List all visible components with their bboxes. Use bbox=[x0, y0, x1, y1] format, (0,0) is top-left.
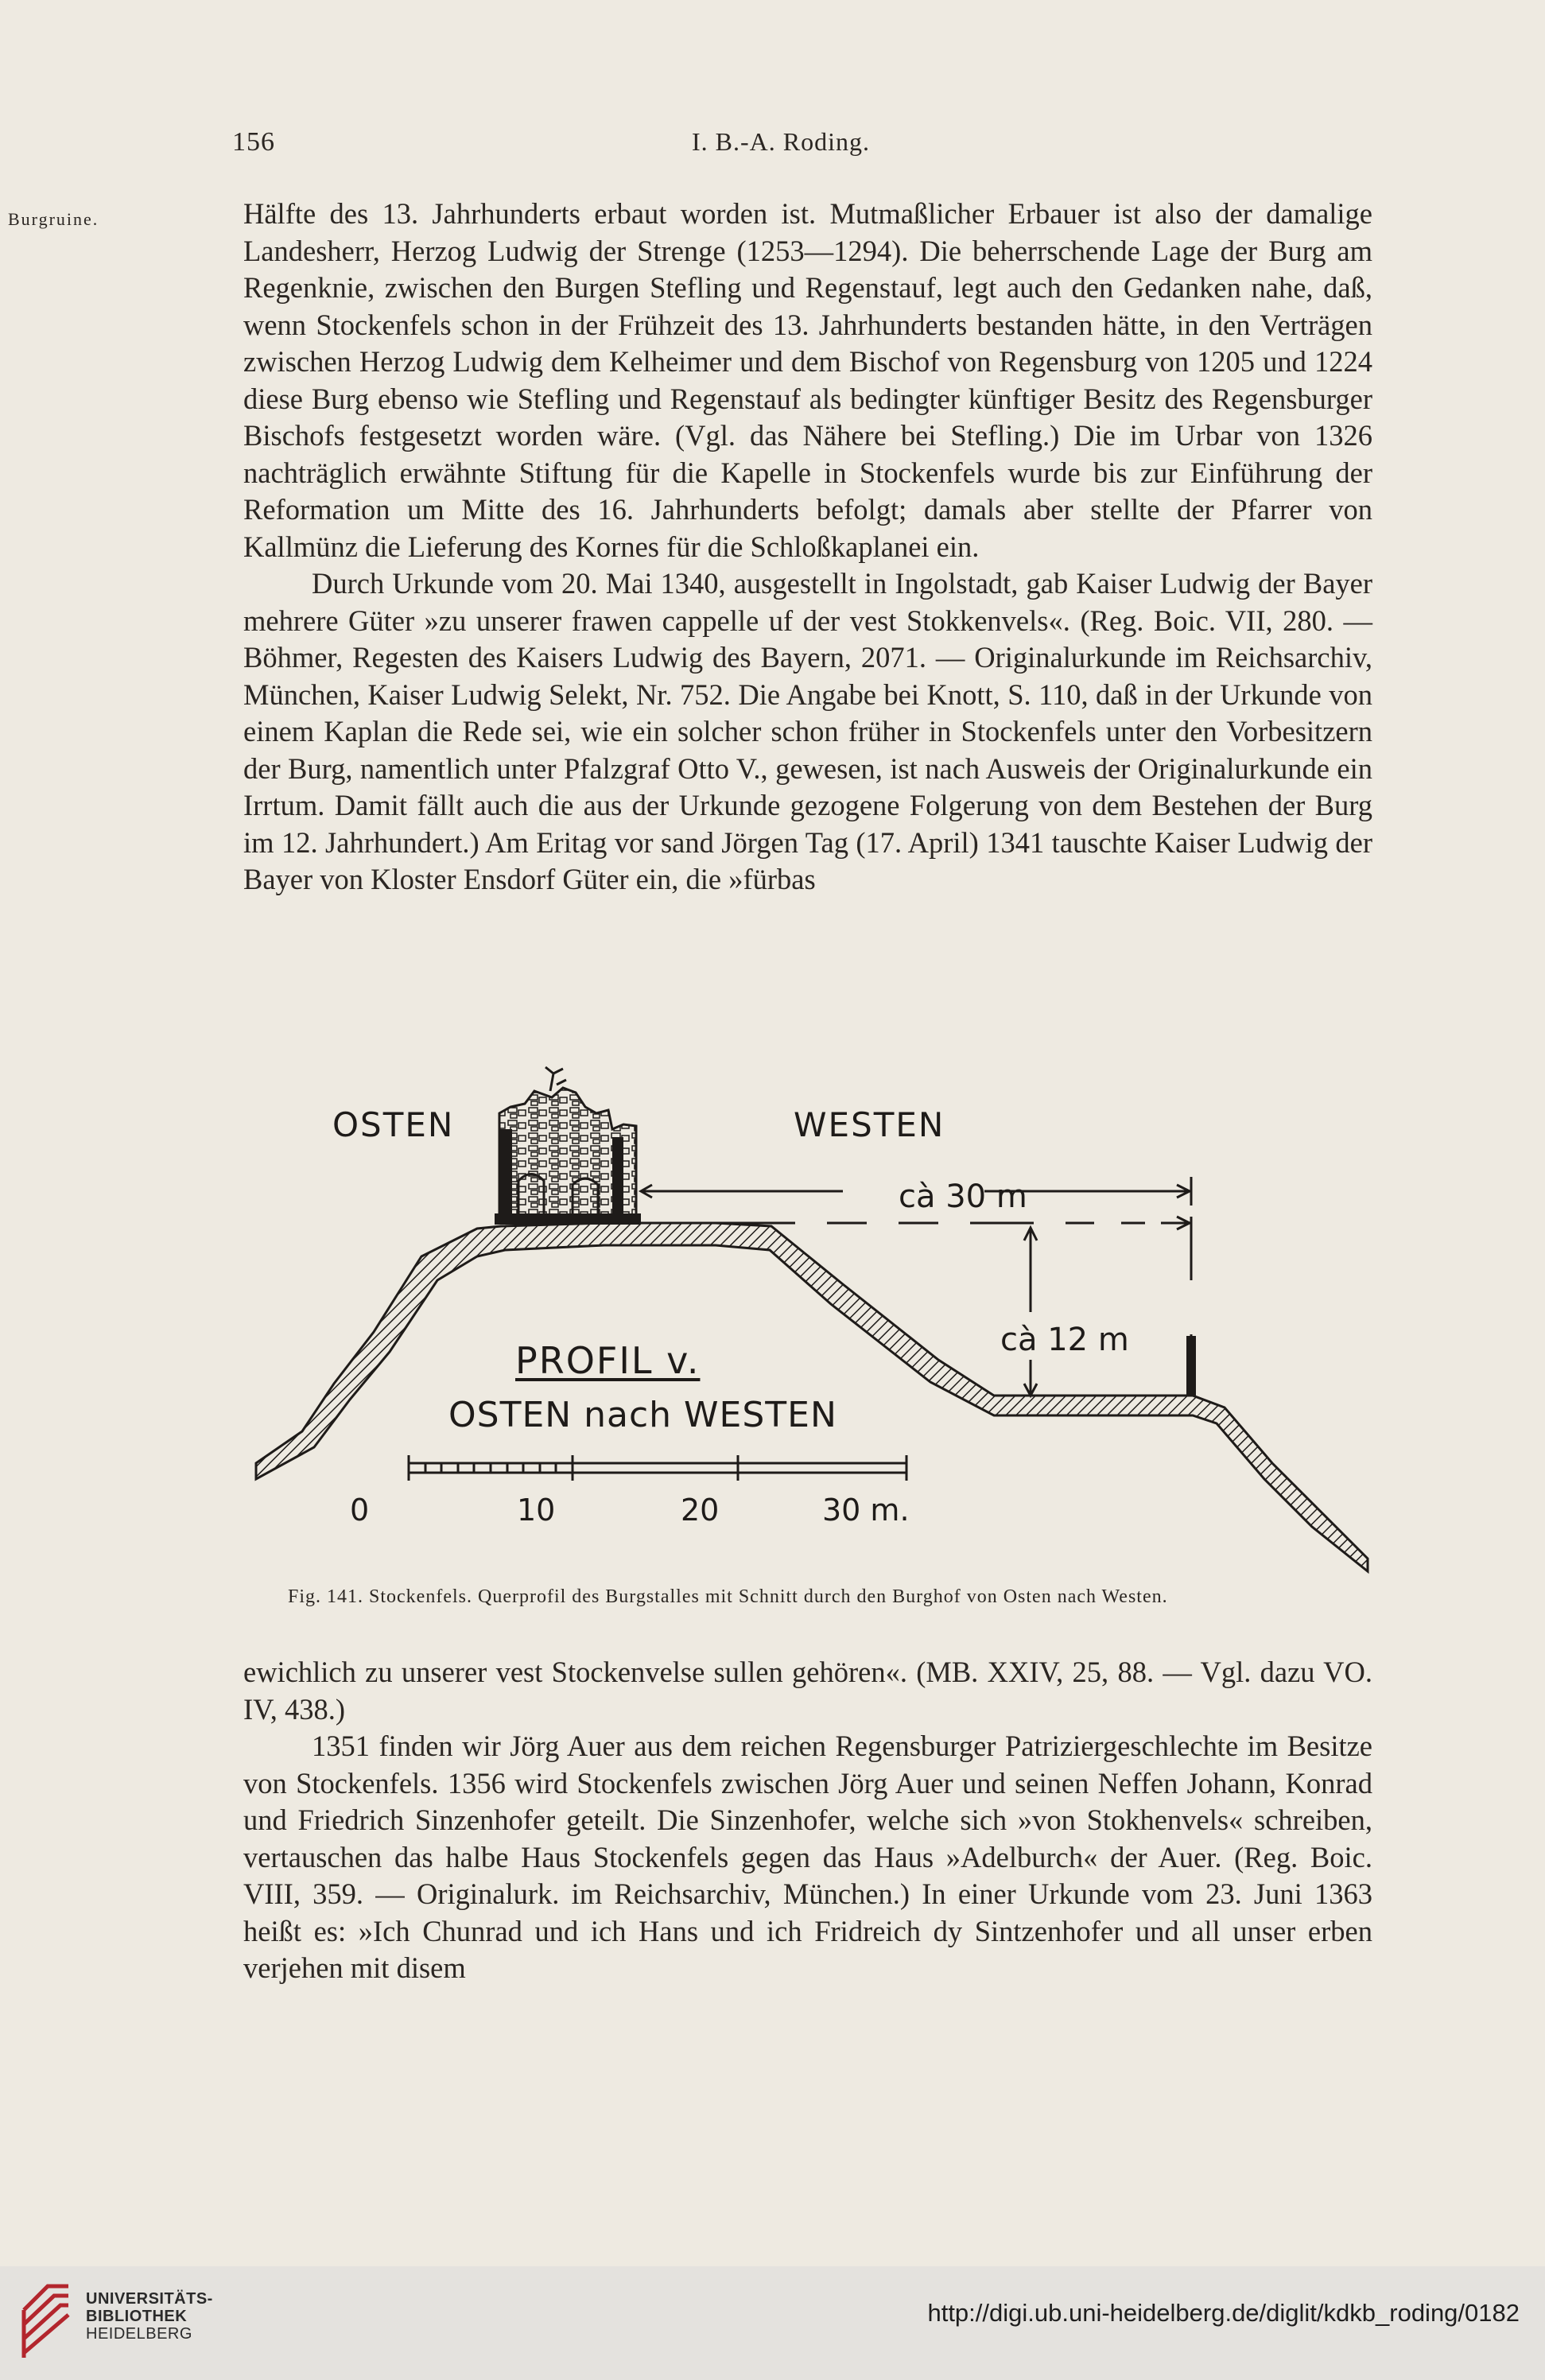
page-number: 156 bbox=[232, 127, 275, 157]
paragraph: Hälfte des 13. Jahrhunderts erbaut worden ist. Mutmaßlicher Erbauer ist also der damalige Landesherr, Herzog Ludwig der Strenge (1253—1294). Die beherrschende Lage der Burg am Regenknie, zwischen den Burgen Stefling und Regenstauf, legt auch den Gedanken nahe, daß, wenn Stockenfels schon in der Frühzeit des 13. Jahrhunderts bestanden hätte, in den Verträgen zwischen Herzog Ludwig dem Kelheimer und dem Bischof von Regensburg von 1205 und 1224 diese Burg ebenso wie Stefling und Regenstauf als bedingter künftiger Besitz des Regensburger Bischofs festgesetzt worden wäre. (Vgl. das Nähere bei Stefling.) Die im Urbar von 1326 nachträglich erwähnte Stiftung für die Kapelle in Stockenfels wurde bis zur Einführung der Reformation um Mitte des 16. Jahrhunderts befolgt; damals aber stellte der Pfarrer von Kallmünz die Lieferung des Kornes für die Schloßkaplanei ein. bbox=[243, 197, 1372, 563]
paragraph: ewichlich zu unserer vest Stockenvelse sullen gehören«. (MB. XXIV, 25, 88. — Vgl. dazu VO. IV, 438.) bbox=[243, 1656, 1372, 1726]
scale-bar bbox=[409, 1455, 906, 1481]
dimension-width-label: cà 30 m bbox=[899, 1178, 1027, 1215]
profile-subtitle: OSTEN nach WESTEN bbox=[448, 1395, 837, 1435]
height-dimension bbox=[1024, 1228, 1037, 1396]
page-header bbox=[0, 127, 1545, 175]
library-name bbox=[86, 2290, 213, 2343]
scale-label: 0 bbox=[350, 1493, 370, 1528]
figure-caption: Fig. 141. Stockenfels. Querprofil des Burgstalles mit Schnitt durch den Burghof von Osten nach Westen. bbox=[288, 1586, 1168, 1607]
library-name-line: BIBLIOTHEK bbox=[86, 2308, 188, 2325]
profile-drawing bbox=[239, 1018, 1384, 1590]
paragraph: Durch Urkunde vom 20. Mai 1340, ausgestellt in Ingolstadt, gab Kaiser Ludwig der Bayer mehrere Güter »zu unserer frawen cappelle uf der vest Stokkenvels«. (Reg. Boic. VII, 280. — Böhmer, Regesten des Kaisers Ludwig des Bayern, 2071. — Originalurkunde im Reichsarchiv, München, Kaiser Ludwig Selekt, Nr. 752. Die Angabe bei Knott, S. 110, daß in der Urkunde von einem Kaplan die Rede sei, wie ein solcher schon früher in Stockenfels unter den Vorbesitzern der Burg, namentlich unter Pfalzgraf Otto V., gewesen, ist nach Ausweis der Originalurkunde ein Irrtum. Damit fällt auch die aus der Urkunde gezogene Folgerung von dem Bestehen der Burg im 12. Jahrhundert.) Am Eritag vor sand Jörgen Tag (17. April) 1341 tauschte Kaiser Ludwig der Bayer von Kloster Ensdorf Güter ein, die »fürbas bbox=[243, 567, 1372, 895]
tower-ruin-icon bbox=[495, 1067, 641, 1225]
library-name-line: UNIVERSITÄTS- bbox=[86, 2290, 213, 2308]
source-url-link[interactable]: http://digi.ub.uni-heidelberg.de/diglit/kdkb_roding/0182 bbox=[927, 2299, 1520, 2327]
body-text-bottom bbox=[243, 1654, 1372, 1987]
margin-note: Burgruine. bbox=[8, 209, 99, 229]
label-east: OSTEN bbox=[332, 1105, 455, 1144]
scale-label: 10 bbox=[517, 1493, 556, 1528]
label-west: WESTEN bbox=[794, 1105, 945, 1144]
running-head: I. B.-A. Roding. bbox=[692, 127, 870, 156]
paragraph: 1351 finden wir Jörg Auer aus dem reichen Regensburger Patriziergeschlechte im Besitze von Stockenfels. 1356 wird Stockenfels zwischen Jörg Auer und seinen Neffen Johann, Konrad und Friedrich Sinzenhofer geteilt. Die Sinzenhofer, welche sich »von Stokhenvels« schreiben, vertauschen das halbe Haus Stockenfels gegen das Haus »Adelburch« der Auer. (Reg. Boic. VIII, 359. — Originalurk. im Reichsarchiv, München.) In einer Urkunde vom 23. Juni 1363 heißt es: »Ich Chunrad und ich Hans und ich Fridreich dy Sintzenhofer und all unser erben verjehen mit disem bbox=[243, 1730, 1372, 1984]
library-logo-icon bbox=[16, 2278, 76, 2366]
profile-title: PROFIL v. bbox=[515, 1339, 701, 1382]
scale-label: 30 m. bbox=[822, 1493, 910, 1528]
library-name-line: HEIDELBERG bbox=[86, 2325, 192, 2343]
dimension-height-label: cà 12 m bbox=[1000, 1322, 1129, 1358]
west-wall-stub bbox=[1186, 1336, 1196, 1396]
scale-label: 20 bbox=[681, 1493, 720, 1528]
figure-profile bbox=[239, 1018, 1384, 1590]
body-text-top bbox=[243, 196, 1372, 899]
